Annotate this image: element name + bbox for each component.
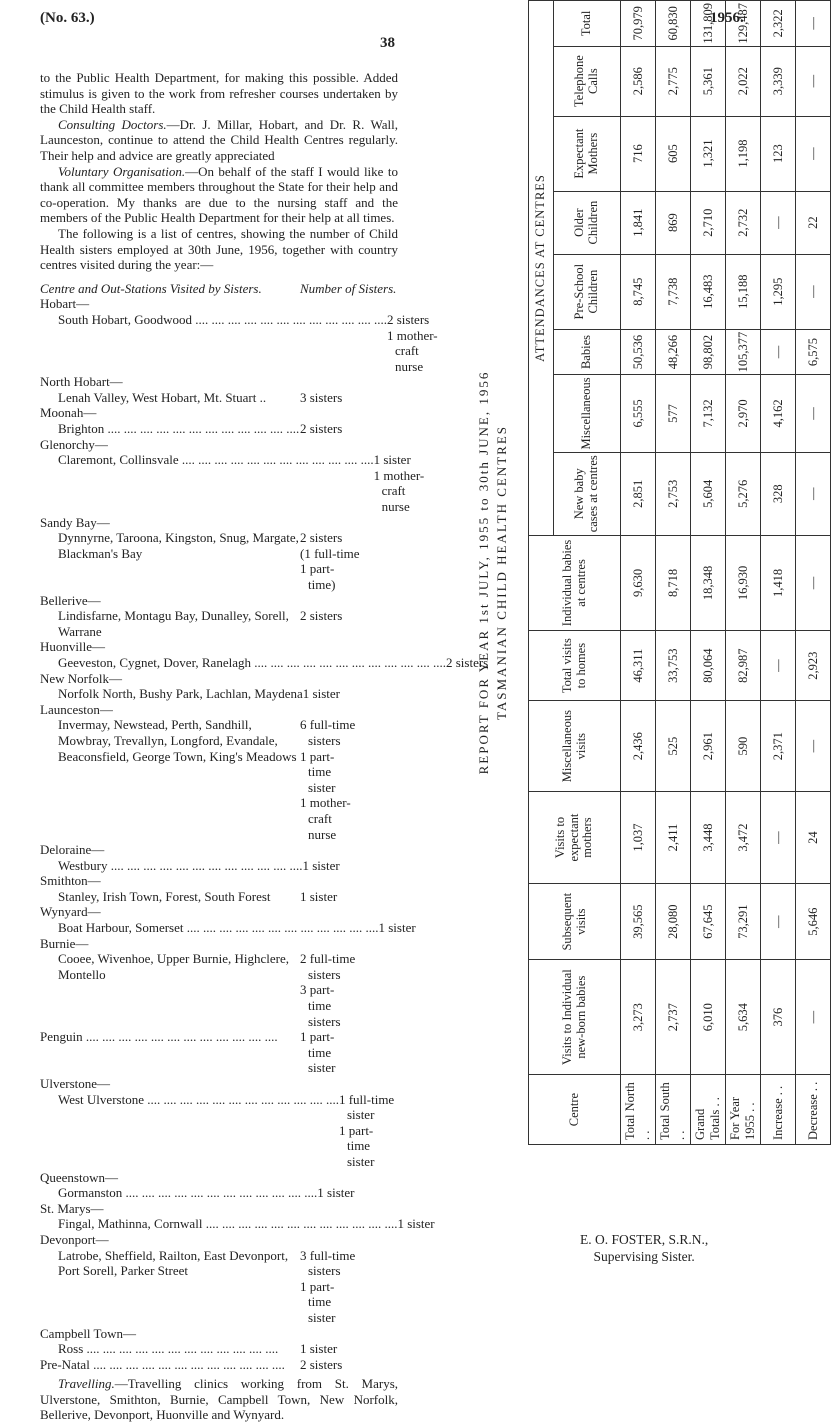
table-cell: 525 xyxy=(656,701,691,791)
sister-count-line: 3 sisters xyxy=(300,389,343,405)
sister-count-line: 1 sister xyxy=(300,888,338,904)
table-cell: 2,851 xyxy=(621,452,656,535)
sister-count-line: 1 part- xyxy=(300,748,335,764)
table-cell: 7,738 xyxy=(656,254,691,329)
travelling-text: —Travelling clinics working from St. Marys, Ulverstone, Smithton, Burnie, Campbell Town, New Norfolk, Bellerive, Devonport, Huonville and Wynyard. xyxy=(40,1376,398,1423)
table-cell: — xyxy=(796,46,831,116)
centre-row xyxy=(40,686,398,702)
sister-count-line: 1 sister xyxy=(373,452,411,468)
table-cell: 2,961 xyxy=(691,701,726,791)
table-cell: 3,273 xyxy=(621,960,656,1075)
table-cell: 716 xyxy=(621,116,656,191)
centre-row xyxy=(40,717,398,842)
table-cell: 8,745 xyxy=(621,254,656,329)
table-cell: — xyxy=(761,630,796,701)
sister-count xyxy=(300,717,398,842)
centre-name: Claremont, Collinsvale .... xyxy=(40,452,374,514)
sister-count xyxy=(300,889,398,905)
centre-name: Fingal, Mathinna, Cornwall .... xyxy=(40,1216,397,1232)
table-row xyxy=(621,1,656,1145)
sister-count xyxy=(300,390,398,406)
centre-row xyxy=(40,951,398,1029)
table-cell: 376 xyxy=(761,960,796,1075)
sister-count-line: sister xyxy=(308,1309,336,1325)
centre-group-heading: Deloraine— xyxy=(40,842,105,858)
sister-count-line: 2 full-time xyxy=(300,951,356,967)
centre-name: Lindisfarne, Montagu Bay, Dunalley, Sorell, Warrane xyxy=(58,608,289,639)
column-header: Older Children xyxy=(554,191,621,254)
column-header: Individual babies at centres xyxy=(529,536,621,631)
centre-group-heading: Sandy Bay— xyxy=(40,514,110,530)
sister-count-line: sisters xyxy=(308,966,341,982)
table-cell: 2,322 xyxy=(761,1,796,47)
centre-name: Cooee, Wivenhoe, Upper Burnie, Highclere, Montello xyxy=(58,951,289,982)
sister-count-line: 1 sister xyxy=(317,1185,355,1201)
centre-name: West Ulverstone .... xyxy=(40,1092,339,1170)
table-cell: 5,634 xyxy=(726,960,761,1075)
sister-count xyxy=(303,686,401,702)
sister-count-line: sisters xyxy=(308,732,341,748)
centre-group-heading: Moonah— xyxy=(40,405,97,421)
sister-count-line: craft xyxy=(381,483,406,499)
row-label: For Year 1955 . . xyxy=(726,1075,761,1145)
table-cell: 2,371 xyxy=(761,701,796,791)
table-subtitle: TASMANIAN CHILD HEALTH CENTRES xyxy=(494,425,509,721)
table-cell: 33,753 xyxy=(656,630,691,701)
sister-count-line: 2 sisters xyxy=(300,1356,343,1372)
sister-count-line: 6 full-time xyxy=(300,717,356,733)
centre-name: Ross .... xyxy=(40,1341,300,1357)
table-cell: 5,646 xyxy=(796,884,831,960)
sister-count xyxy=(374,452,472,514)
table-cell: — xyxy=(761,329,796,375)
sister-count-line: 2 sisters xyxy=(445,654,489,670)
table-cell: — xyxy=(761,884,796,960)
signature-block xyxy=(580,1232,708,1266)
table-cell: 80,064 xyxy=(691,630,726,701)
sister-count-line: time xyxy=(346,1138,371,1154)
sister-count-line: 1 sister xyxy=(302,686,340,702)
table-cell: 2,710 xyxy=(691,191,726,254)
table-cell: 869 xyxy=(656,191,691,254)
table-cell: 577 xyxy=(656,375,691,452)
travelling-label: Travelling. xyxy=(58,1376,115,1392)
table-cell: 2,737 xyxy=(656,960,691,1075)
column-header: Pre-School Children xyxy=(554,254,621,329)
column-header: Expectant Mothers xyxy=(554,116,621,191)
table-cell: 16,930 xyxy=(726,536,761,631)
column-header: Miscellaneous visits xyxy=(529,701,621,791)
centre-name: Pre-Natal .... xyxy=(40,1357,300,1373)
centre-group-heading: New Norfolk— xyxy=(40,670,122,686)
sister-count xyxy=(303,858,401,874)
sister-count-line: sister xyxy=(346,1153,375,1169)
table-cell: 131,809 xyxy=(691,1,726,47)
centre-row xyxy=(40,390,398,406)
sister-count-line: craft xyxy=(394,343,419,359)
table-cell: 82,987 xyxy=(726,630,761,701)
table-cell: — xyxy=(796,452,831,535)
sister-count-line: nurse xyxy=(381,499,410,515)
sister-count-line: sister xyxy=(308,1060,336,1076)
centre-group-heading: Huonville— xyxy=(40,639,105,655)
table-cell: 2,775 xyxy=(656,46,691,116)
sister-count xyxy=(397,1216,495,1232)
table-cell: 22 xyxy=(796,191,831,254)
centre-row xyxy=(40,920,416,936)
centre-list-title: Centre and Out-Stations Visited by Sisters. xyxy=(40,280,262,296)
table-cell: 28,080 xyxy=(656,884,691,960)
centre-row xyxy=(40,1029,398,1076)
table-cell: — xyxy=(796,1,831,47)
table-cell: 6,575 xyxy=(796,329,831,375)
centre-row xyxy=(40,311,438,374)
group-header: ATTENDANCES AT CENTRES xyxy=(529,1,554,536)
centre-group-heading: Bellerive— xyxy=(40,592,101,608)
consulting-text: —Dr. J. Millar, Hobart, and Dr. R. Wall, Launceston, continue to attend the Child Health Centres regularly. Their help and advice are greatly appreciated xyxy=(40,116,398,163)
centre-group-heading: Glenorchy— xyxy=(40,436,108,452)
table-cell: — xyxy=(761,791,796,883)
column-header: Miscellaneous xyxy=(554,375,621,452)
rotated-table-region xyxy=(470,0,820,1145)
sister-count-line: sister xyxy=(346,1107,375,1123)
sister-count-line: 3 full-time xyxy=(300,1247,356,1263)
column-header: New baby cases at centres xyxy=(554,452,621,535)
sister-count xyxy=(317,1185,415,1201)
table-cell: 16,483 xyxy=(691,254,726,329)
centre-group-heading: Wynyard— xyxy=(40,904,101,920)
table-row xyxy=(656,1,691,1145)
centre-name: Penguin .... xyxy=(40,1029,300,1076)
table-cell: 46,311 xyxy=(621,630,656,701)
centre-name: Invermay, Newstead, Perth, Sandhill, Mowbray, Trevallyn, Longford, Evandale, Beaconsfield, George Town, King's Meadows xyxy=(58,717,297,764)
table-cell: 18,348 xyxy=(691,536,726,631)
centre-row xyxy=(40,452,425,515)
sister-count xyxy=(339,1092,437,1170)
table-cell: 1,198 xyxy=(726,116,761,191)
centre-name: Boat Harbour, Somerset .... xyxy=(40,920,378,936)
sister-count-line: nurse xyxy=(308,826,337,842)
column-header: Babies xyxy=(554,329,621,375)
table-cell: 6,010 xyxy=(691,960,726,1075)
column-header: Total xyxy=(554,1,621,47)
column-header: Subsequent visits xyxy=(529,884,621,960)
table-cell: — xyxy=(796,536,831,631)
centre-name: Dynnyrne, Taroona, Kingston, Snug, Margate, Blackman's Bay xyxy=(58,530,299,561)
sister-count-line: time xyxy=(308,1044,332,1060)
sister-count-line: 1 sister xyxy=(378,920,416,936)
table-cell: 1,418 xyxy=(761,536,796,631)
centre-row xyxy=(40,608,398,639)
centre-row xyxy=(40,1248,398,1326)
centre-name: Westbury .... xyxy=(40,858,303,874)
sister-count-line: time xyxy=(308,764,332,780)
centre-name: Geeveston, Cygnet, Dover, Ranelagh .... xyxy=(40,655,446,671)
sisters-count-heading: Number of Sisters. xyxy=(300,280,397,296)
voluntary-label: Voluntary Organisation. xyxy=(58,163,186,179)
voluntary-text: —On behalf of the staff I would like to thank all committee members throughout the State for their help and co-operation. My thanks are due to the nursing staff and the members of the Public Health Department for their help at all times. xyxy=(40,163,398,226)
sister-count-line: 1 part- xyxy=(300,1278,335,1294)
sister-count-line: sisters xyxy=(308,1263,341,1279)
table-cell: 1,037 xyxy=(621,791,656,883)
sister-count-line: sisters xyxy=(308,1013,341,1029)
table-cell: — xyxy=(796,116,831,191)
centre-group-heading: Devonport— xyxy=(40,1231,109,1247)
table-cell: 5,276 xyxy=(726,452,761,535)
table-cell: 5,604 xyxy=(691,452,726,535)
centre-list-heading xyxy=(40,281,398,297)
sister-count-line: time xyxy=(308,1294,332,1310)
sister-count-line: 1 part- xyxy=(300,1029,335,1045)
sister-count-line: 1 sister xyxy=(397,1216,435,1232)
table-cell: 60,830 xyxy=(656,1,691,47)
sister-count xyxy=(300,530,398,592)
table-cell: 67,645 xyxy=(691,884,726,960)
table-cell: — xyxy=(796,701,831,791)
centre-row xyxy=(40,654,489,671)
row-label: Decrease . . xyxy=(796,1075,831,1145)
sister-count xyxy=(300,1341,398,1357)
table-cell: 2,970 xyxy=(726,375,761,452)
table-cell: 605 xyxy=(656,116,691,191)
table-cell: 8,718 xyxy=(656,536,691,631)
table-cell: 7,132 xyxy=(691,375,726,452)
table-cell: 3,339 xyxy=(761,46,796,116)
centre-name: Lenah Valley, West Hobart, Mt. Stuart .. xyxy=(58,389,267,405)
centre-group-heading: North Hobart— xyxy=(40,374,123,390)
table-cell: 50,536 xyxy=(621,329,656,375)
sister-count-line: 1 part- xyxy=(300,561,335,577)
centre-row xyxy=(40,1185,398,1201)
table-cell: 2,022 xyxy=(726,46,761,116)
voluntary-paragraph xyxy=(40,164,398,226)
centre-group-heading: Smithton— xyxy=(40,873,101,889)
column-header: Visits to Individual new-born babies xyxy=(529,960,621,1075)
table-cell: 2,411 xyxy=(656,791,691,883)
row-label: Increase . . xyxy=(761,1075,796,1145)
centre-name: South Hobart, Goodwood .... xyxy=(40,312,387,374)
table-cell: 1,841 xyxy=(621,191,656,254)
sister-count xyxy=(378,920,476,936)
sister-count-line: sister xyxy=(308,779,336,795)
sister-count xyxy=(300,1029,398,1076)
sister-count xyxy=(300,421,398,437)
sister-count-line: 2 sisters xyxy=(300,421,343,437)
following-paragraph: The following is a list of centres, showing the number of Child Health sisters employed at 30th June, 1956, together with country centres visited during the year:— xyxy=(40,225,398,273)
centre-name: Brighton .... xyxy=(40,421,300,437)
table-cell: 5,361 xyxy=(691,46,726,116)
centre-group-heading: Burnie— xyxy=(40,935,89,951)
document-number: (No. 63.) xyxy=(40,10,95,26)
table-cell: 98,802 xyxy=(691,329,726,375)
centre-name: Stanley, Irish Town, Forest, South Forest xyxy=(58,888,271,904)
table-cell: 105,377 xyxy=(726,329,761,375)
document-year: 1956. xyxy=(710,10,744,26)
table-cell: — xyxy=(761,191,796,254)
sister-count-line: craft xyxy=(308,810,332,826)
sister-count-line: 1 sister xyxy=(302,857,340,873)
table-cell: 123 xyxy=(761,116,796,191)
centre-name: Latrobe, Sheffield, Railton, East Devonport, Port Sorell, Parker Street xyxy=(58,1247,289,1279)
column-header: Centre xyxy=(529,1075,621,1145)
table-cell: — xyxy=(796,960,831,1075)
sister-count-line: 2 sisters xyxy=(300,530,343,546)
table-cell: 48,266 xyxy=(656,329,691,375)
sister-count xyxy=(300,1248,398,1326)
centre-row xyxy=(40,421,398,437)
centre-group-heading: St. Marys— xyxy=(40,1200,104,1216)
centre-row xyxy=(40,1216,435,1232)
sister-count-line: time) xyxy=(308,577,336,592)
centre-row xyxy=(40,1357,398,1373)
centre-name: Norfolk North, Bushy Park, Lachlan, Maydena xyxy=(58,686,303,702)
table-cell: — xyxy=(796,375,831,452)
table-cell: 6,555 xyxy=(621,375,656,452)
sister-count-line: 1 part- xyxy=(338,1122,374,1138)
table-cell: 3,472 xyxy=(726,791,761,883)
sister-count-line: 1 mother- xyxy=(300,795,351,811)
row-label: Total South . . xyxy=(656,1075,691,1145)
table-row xyxy=(761,1,796,1145)
signature-title: Supervising Sister. xyxy=(593,1248,695,1264)
centre-row xyxy=(40,889,398,905)
table-cell: 15,188 xyxy=(726,254,761,329)
table-title: REPORT FOR YEAR 1st JULY, 1955 to 30th JUNE, 1956 xyxy=(476,370,491,775)
table-cell: 1,295 xyxy=(761,254,796,329)
table-cell: 39,565 xyxy=(621,884,656,960)
sister-count-line: 2 sisters xyxy=(386,311,430,327)
sister-count-line: 1 full-time xyxy=(338,1091,395,1107)
centre-group-heading: Hobart— xyxy=(40,296,90,312)
table-cell: 2,923 xyxy=(796,630,831,701)
column-header: Telephone Calls xyxy=(554,46,621,116)
column-header: Visits to expectant mothers xyxy=(529,791,621,883)
travelling-paragraph xyxy=(40,1376,398,1423)
table-cell: 1,321 xyxy=(691,116,726,191)
attendance-table xyxy=(528,0,831,1145)
consulting-paragraph xyxy=(40,117,398,164)
intro-paragraph: to the Public Health Department, for making this possible. Added stimulus is given to the work from refresher courses undertaken by the Child Health staff. xyxy=(40,70,398,117)
centre-group-heading: Queenstown— xyxy=(40,1169,118,1185)
centre-group-heading: Launceston— xyxy=(40,701,113,717)
table-cell: 129,487 xyxy=(726,1,761,47)
signature-name: E. O. FOSTER, S.R.N., xyxy=(580,1232,709,1247)
table-cell: 3,448 xyxy=(691,791,726,883)
rotated-table-inner xyxy=(470,0,820,1145)
table-row xyxy=(796,1,831,1145)
table-cell: 328 xyxy=(761,452,796,535)
sister-count xyxy=(300,951,398,1029)
table-row xyxy=(691,1,726,1145)
sister-count-line: 2 sisters xyxy=(300,608,343,624)
centre-name: Gormanston .... xyxy=(40,1185,317,1201)
table-cell: 9,630 xyxy=(621,536,656,631)
centre-row xyxy=(40,1092,398,1170)
sister-count-line: 1 mother- xyxy=(386,327,438,343)
column-header: Total visits to homes xyxy=(529,630,621,701)
table-cell: 2,436 xyxy=(621,701,656,791)
table-cell: 70,979 xyxy=(621,1,656,47)
centre-row xyxy=(40,858,398,874)
sister-count-line: 3 part- xyxy=(300,982,335,998)
table-cell: 2,586 xyxy=(621,46,656,116)
sister-count xyxy=(300,1357,398,1373)
page-number: 38 xyxy=(380,35,395,51)
sister-count-line: nurse xyxy=(394,358,424,374)
sister-count-line: 1 mother- xyxy=(373,467,425,483)
centre-row xyxy=(40,530,398,592)
row-label: Grand Totals . . xyxy=(691,1075,726,1145)
sister-count-line: 1 sister xyxy=(300,1341,338,1357)
table-cell: 2,753 xyxy=(656,452,691,535)
centre-group-heading: Campbell Town— xyxy=(40,1325,136,1341)
table-cell: — xyxy=(796,254,831,329)
table-cell: 73,291 xyxy=(726,884,761,960)
centre-row xyxy=(40,1341,398,1357)
sister-count-line: time xyxy=(308,998,332,1014)
consulting-label: Consulting Doctors. xyxy=(58,116,167,132)
sister-count-line: (1 full-time xyxy=(300,545,360,561)
table-row xyxy=(726,1,761,1145)
centre-group-heading: Ulverstone— xyxy=(40,1076,111,1091)
table-cell: 2,732 xyxy=(726,191,761,254)
table-cell: 4,162 xyxy=(761,375,796,452)
table-cell: 24 xyxy=(796,791,831,883)
table-cell: 590 xyxy=(726,701,761,791)
row-label: Total North . . xyxy=(621,1075,656,1145)
sister-count xyxy=(300,608,398,639)
